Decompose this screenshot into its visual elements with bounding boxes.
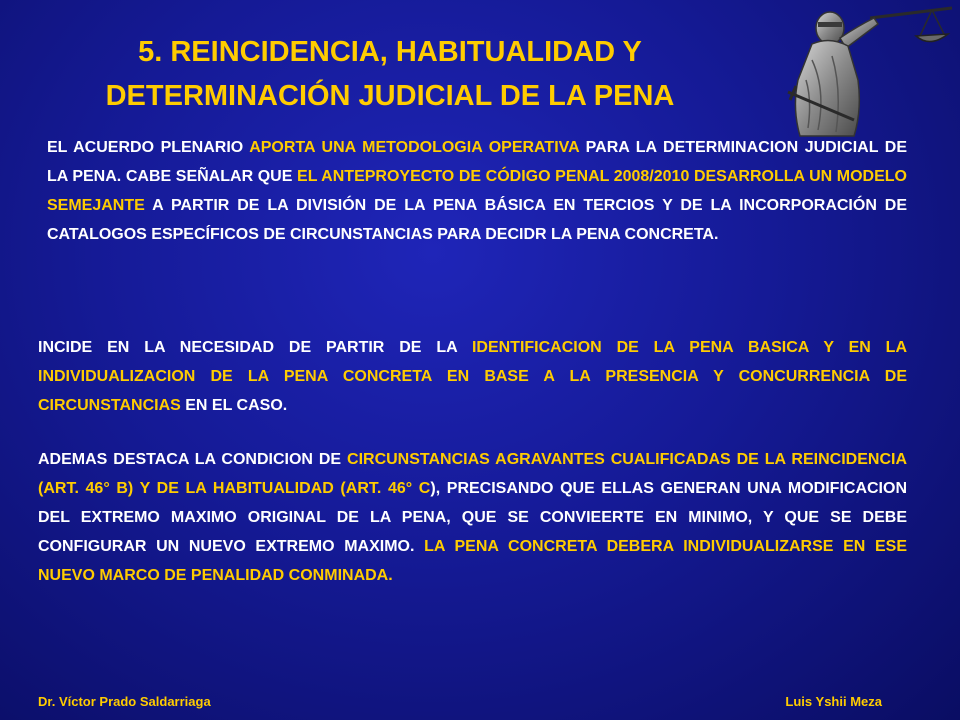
p3-highlight-2: LA PENA CONCRETA DEBERA INDIVIDUALIZARSE EN ESE NUEVO MARCO DE PENALIDAD CONMINADA. <box>38 538 907 584</box>
p3-text-1: ADEMAS DESTACA LA CONDICION DE <box>38 451 348 468</box>
p1-text-3: A PARTIR DE LA DIVISIÓN DE LA PENA BÁSICA EN TERCIOS Y DE LA INCORPORACIÓN DE CATALOGOS ESPECÍFICOS DE CIRCUNSTANCIAS PARA DECIDR LA PENA CONCRETA. <box>47 197 907 243</box>
footer-presenter: Luis Yshii Meza <box>785 694 882 709</box>
p2-text-1: INCIDE EN LA NECESIDAD DE PARTIR DE LA <box>38 339 472 356</box>
p1-text-2: PARA LA DETERMINACION JUDICIAL DE LA PENA. CABE SEÑALAR QUE <box>47 139 907 185</box>
paragraph-1 <box>47 133 907 249</box>
p3-highlight-1: CIRCUNSTANCIAS AGRAVANTES CUALIFICADAS DE LA REINCIDENCIA (ART. 46° B) Y DE LA HABITUALIDAD (ART. 46° C <box>38 451 907 497</box>
footer-author: Dr. Víctor Prado Saldarriaga <box>38 694 211 709</box>
p1-highlight-1: APORTA UNA METODOLOGIA OPERATIVA <box>249 139 580 156</box>
p2-highlight-1: IDENTIFICACION DE LA PENA BASICA Y EN LA INDIVIDUALIZACION DE LA PENA CONCRETA EN BASE A LA PRESENCIA Y CONCURRENCIA DE CIRCUNSTANCIAS <box>38 339 907 414</box>
lady-justice-statue-icon <box>782 0 960 138</box>
p1-text-1: EL ACUERDO PLENARIO <box>47 139 250 156</box>
title-line-2: DETERMINACIÓN JUDICIAL DE LA PENA <box>105 80 675 112</box>
p3-text-2: ), PRECISANDO QUE ELLAS GENERAN UNA MODIFICACION DEL EXTREMO MAXIMO ORIGINAL DE LA PENA, QUE SE CONVIEERTE EN MINIMO, Y QUE SE DEBE CONFIGURAR UN NUEVO EXTREMO MAXIMO. <box>38 480 907 555</box>
p1-highlight-2: EL ANTEPROYECTO DE CÓDIGO PENAL 2008/2010 DESARROLLA UN MODELO SEMEJANTE <box>47 168 908 214</box>
title-line-1: 5. REINCIDENCIA, HABITUALIDAD Y <box>138 36 642 68</box>
slide-title <box>40 30 740 118</box>
paragraph-3 <box>38 445 907 590</box>
p2-text-2: EN EL CASO. <box>180 397 288 414</box>
paragraph-2 <box>38 333 907 420</box>
